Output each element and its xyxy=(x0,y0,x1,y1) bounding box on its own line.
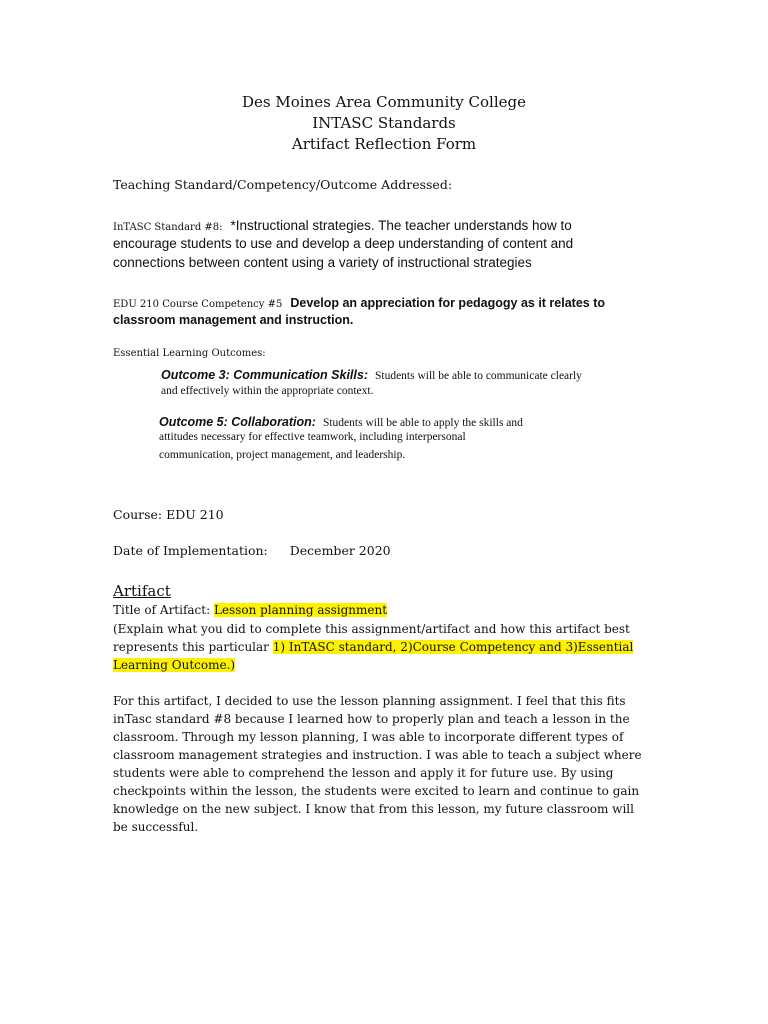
intasc-text-line-2: encourage students to use and develop a deep understanding of content and xyxy=(113,236,574,251)
outcome5-line-1 xyxy=(159,413,523,431)
reflection-line-2: inTasc standard #8 because I learned how to properly plan and teach a lesson in the xyxy=(113,712,630,726)
outcome3-text-line-1: Students will be able to communicate clearly xyxy=(374,370,582,382)
standards-title: INTASC Standards xyxy=(312,114,456,132)
outcome3-line-1 xyxy=(161,366,582,384)
reflection-line-3: classroom. Through my lesson planning, I was able to incorporate different types of xyxy=(113,730,624,744)
intasc-text-line-3: connections between content using a variety of instructional strategies xyxy=(113,255,532,270)
essential-outcomes-label: Essential Learning Outcomes: xyxy=(113,348,266,359)
artifact-explain-line-2-highlight: 1) InTASC standard, 2)Course Competency and 3)Essential xyxy=(272,640,634,654)
outcome5-text-line-3: communication, project management, and leadership. xyxy=(159,449,406,461)
artifact-title-label: Title of Artifact: xyxy=(113,603,214,617)
outcome3-text-line-2: and effectively within the appropriate context. xyxy=(161,385,374,397)
intasc-label: InTASC Standard #8: xyxy=(113,222,223,233)
outcome5-title: Outcome 5: Collaboration: xyxy=(159,415,316,429)
date-line xyxy=(113,543,391,558)
reflection-line-7: knowledge on the new subject. I know that from this lesson, my future classroom will xyxy=(113,802,634,816)
edu-competency-label: EDU 210 Course Competency #5 xyxy=(113,299,283,310)
artifact-explain-line-2 xyxy=(113,638,633,657)
reflection-line-4: classroom management strategies and instruction. I was able to teach a subject where xyxy=(113,748,642,762)
course-line: Course: EDU 210 xyxy=(113,507,224,522)
artifact-title-value: Lesson planning assignment xyxy=(213,603,388,617)
reflection-line-5: students were able to comprehend the lesson and apply it for future use. By using xyxy=(113,766,614,780)
reflection-line-1: For this artifact, I decided to use the lesson planning assignment. I feel that this fits xyxy=(113,694,626,708)
reflection-line-6: checkpoints within the lesson, the students were excited to learn and continue to gain xyxy=(113,784,640,798)
form-title: Artifact Reflection Form xyxy=(291,135,477,153)
teaching-standard-label: Teaching Standard/Competency/Outcome Addressed: xyxy=(113,177,453,192)
artifact-heading: Artifact xyxy=(113,582,171,600)
artifact-explain-line-1: (Explain what you did to complete this assignment/artifact and how this artifact best xyxy=(113,622,630,636)
artifact-explain-line-3 xyxy=(113,656,235,675)
edu-competency-text-line-1: Develop an appreciation for pedagogy as it relates to xyxy=(290,296,606,310)
intasc-text-line-1: *Instructional strategies. The teacher understands how to xyxy=(230,218,572,233)
outcome5-text-line-2: attitudes necessary for effective teamwork, including interpersonal xyxy=(159,431,466,443)
edu-competency-line xyxy=(113,294,605,312)
artifact-explain-line-2-plain: represents this particular xyxy=(113,640,273,654)
reflection-line-8: be successful. xyxy=(113,820,199,834)
artifact-title-line xyxy=(113,601,387,620)
outcome3-title: Outcome 3: Communication Skills: xyxy=(161,368,368,382)
date-label: Date of Implementation: xyxy=(113,543,268,558)
artifact-explain-line-3-highlight: Learning Outcome.) xyxy=(113,658,236,672)
intasc-standard-line xyxy=(113,217,572,235)
date-value: December 2020 xyxy=(289,543,391,558)
edu-competency-text-line-2: classroom management and instruction. xyxy=(113,313,354,327)
college-name: Des Moines Area Community College xyxy=(242,93,526,111)
outcome5-text-line-1: Students will be able to apply the skills and xyxy=(322,417,523,429)
